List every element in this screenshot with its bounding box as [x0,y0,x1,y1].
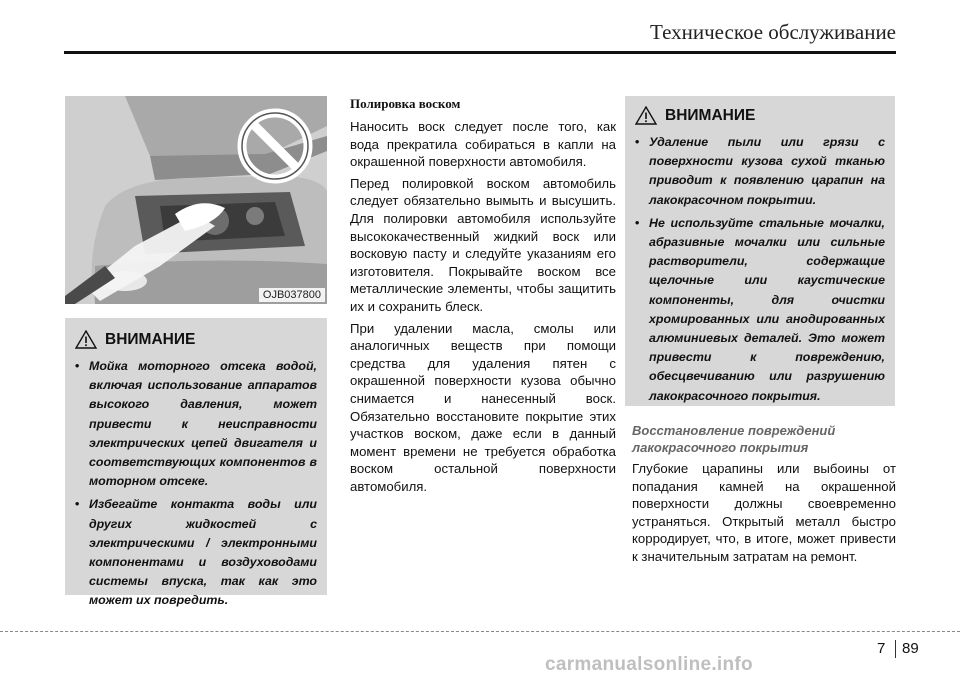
page-header-title: Техническое обслуживание [650,20,896,44]
body-paragraph: Глубокие царапины или выбоины от попадания камней на окрашенной поверхности должны своевременно устраняться. Открытый металл быстро корродирует, что, в итоге, может привести к значительным затратам на ремонт. [632,461,896,564]
warning-title: ВНИМАНИЕ [105,330,196,348]
body-paragraph: При удалении масла, смолы или аналогичных веществ при помощи средства для удаления пятен с окрашенной поверхности кузова обычно снимается и нанесенный воск. Обязательно восстановите покрытие этих участков воском, даже если в данный момент времени не требуется обработка воском остальной поверхности автомобиля. [350,320,616,494]
watermark-text: carmanualsonline.info [545,654,753,675]
warning-box-engine-wash [65,318,327,608]
warning-heading [635,106,885,125]
chapter-number: 7 [877,640,886,657]
warning-heading [75,330,317,349]
body-paragraph: Наносить воск следует после того, как вода прекратила собираться в капли на окрашенной поверхности автомобиля. [350,119,616,170]
warning-item: • Удаление пыли или грязи с поверхности кузова сухой тканью приводит к появлению царапин на лакокрасочном покрытии. [635,133,885,210]
warning-triangle-icon [635,106,657,125]
figure-code: OJB037800 [259,288,325,302]
warning-box-paint-care [625,96,895,406]
footer-rule [0,631,960,632]
section-heading-paint-repair: Восстановление повреждений лакокрасочного покрытия [632,423,836,455]
paint-repair-section [632,422,896,570]
warning-title: ВНИМАНИЕ [665,106,756,124]
body-paragraph: Перед полировкой воском автомобиль следует обязательно вымыть и высушить. Для полировки автомобиля используйте высококачественный жидкий воск или восковую пасту и следуйте указаниям его изготовителя. Покрывайте воском все металлические элементы, чтобы защитить их и сохранить блеск. [350,175,616,314]
header-rule [64,51,896,54]
section-heading-waxing: Полировка воском [350,96,461,111]
waxing-section [350,96,616,499]
page-number-separator [895,640,896,658]
engine-bay-figure [65,96,327,304]
warning-triangle-icon [75,330,97,349]
page-number: 89 [902,640,919,657]
warning-item: • Избегайте контакта воды или других жидкостей с электрическими / электронными компонентами и воздуховодами системы впуска, так как это может их повредить. [75,495,317,610]
warning-item: • Не используйте стальные мочалки, абразивные мочалки или сильные растворители, содержащие щелочные или каустические компоненты, для очистки хромированных или анодированных алюминиевых деталей. Это может привести к повреждению, обесцвечиванию или разрушению лакокрасочного покрытия. [635,214,885,406]
warning-item: • Мойка моторного отсека водой, включая использование аппаратов высокого давления, может привести к неисправности электрических цепей двигателя и соответствующих компонентов в моторном отсеке. [75,357,317,491]
prohibition-sign-icon [235,106,315,186]
